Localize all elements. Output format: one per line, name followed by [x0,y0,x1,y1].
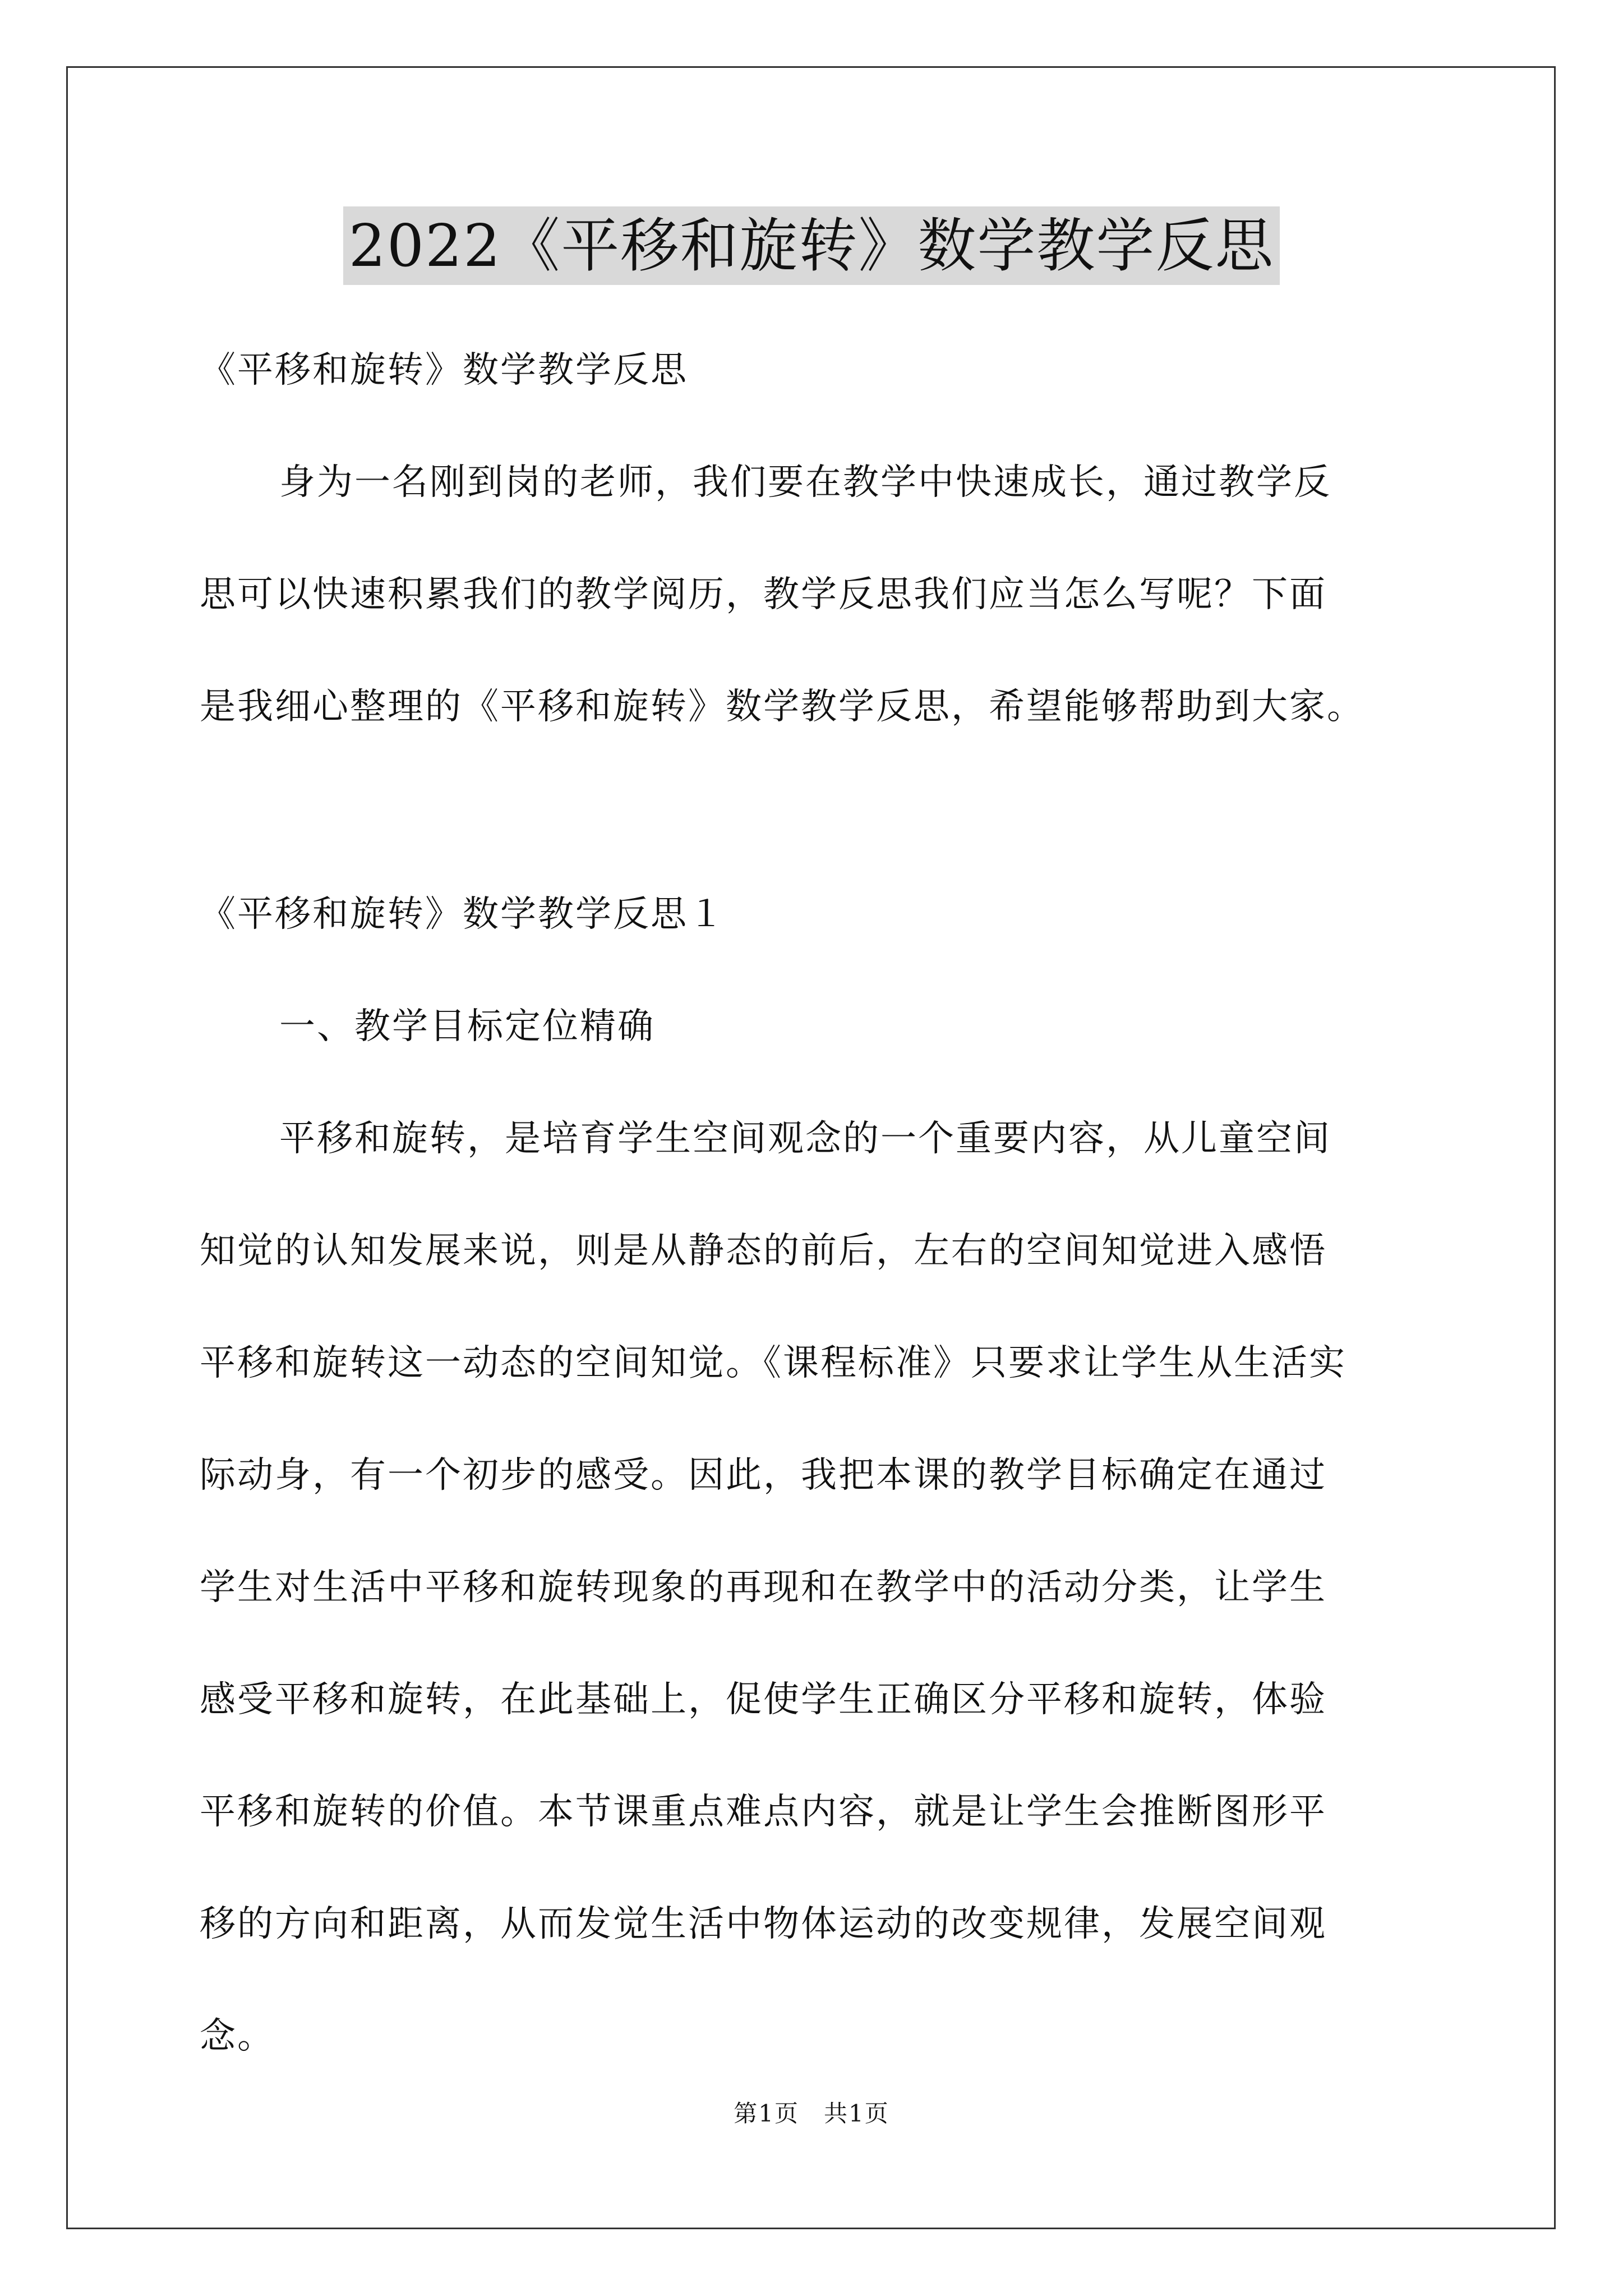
section-heading: 《平移和旋转》数学教学反思１ [200,894,726,935]
body-line: 感受平移和旋转，在此基础上，促使学生正确区分平移和旋转，体验 [200,1679,1327,1720]
document-title: 2022《平移和旋转》数学教学反思 [343,206,1280,285]
intro-heading: 《平移和旋转》数学教学反思 [200,349,688,391]
document-body [200,314,1433,2092]
title-container [0,206,1623,285]
page-number: 第1页 [734,2100,799,2127]
body-line: 平移和旋转的价值。本节课重点难点内容，就是让学生会推断图形平 [200,1791,1327,1833]
intro-line: 身为一名刚到岗的老师，我们要在教学中快速成长，通过教学反 [279,462,1331,503]
body-line: 平移和旋转，是培育学生空间观念的一个重要内容，从儿童空间 [279,1118,1331,1159]
body-line: 念。 [200,2016,275,2057]
page-footer [0,2097,1623,2131]
body-line: 移的方向和距离，从而发觉生活中物体运动的改变规律，发展空间观 [200,1903,1327,1945]
body-line: 学生对生活中平移和旋转现象的再现和在教学中的活动分类，让学生 [200,1567,1327,1608]
intro-line: 思可以快速积累我们的教学阅历，教学反思我们应当怎么写呢？下面 [200,574,1327,615]
page-total: 共1页 [824,2100,889,2127]
body-line: 际动身，有一个初步的感受。因此，我把本课的教学目标确定在通过 [200,1455,1327,1496]
body-line: 知觉的认知发展来说，则是从静态的前后，左右的空间知觉进入感悟 [200,1230,1327,1272]
subsection-heading: 一、教学目标定位精确 [279,1006,655,1047]
body-line: 平移和旋转这一动态的空间知觉。《课程标准》只要求让学生从生活实 [200,1342,1347,1384]
intro-line: 是我细心整理的《平移和旋转》数学教学反思，希望能够帮助到大家。 [200,686,1364,728]
